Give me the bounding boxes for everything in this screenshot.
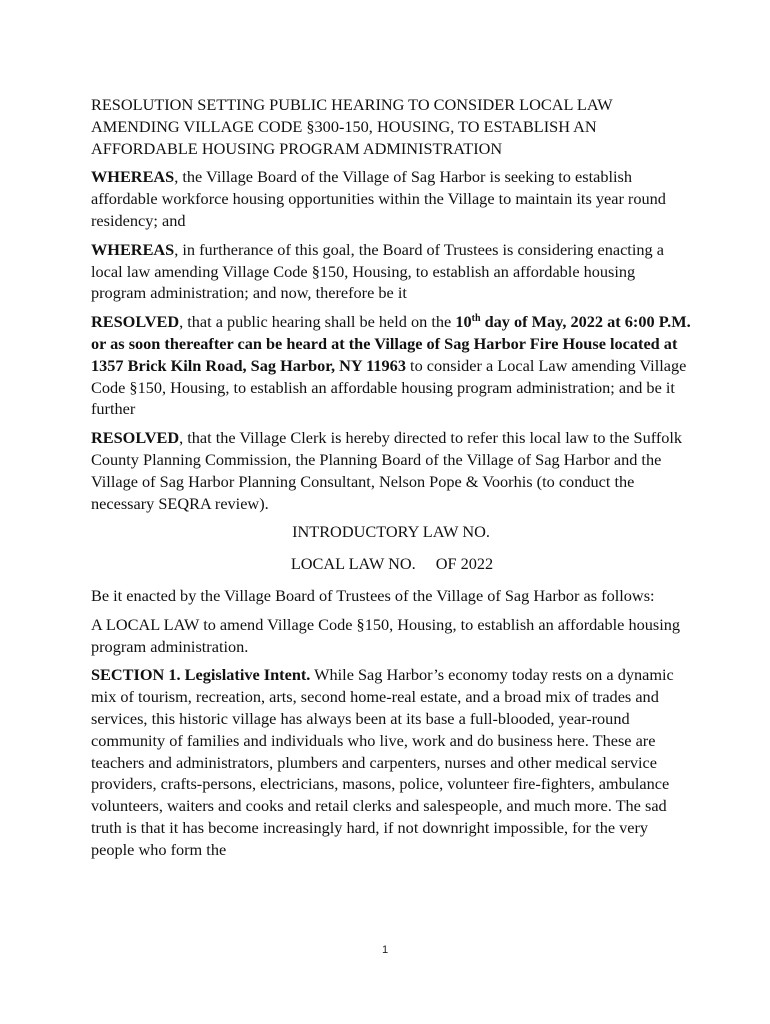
resolved-text: , that a public hearing shall be held on the xyxy=(179,312,456,332)
resolved-paragraph-1 xyxy=(91,311,691,420)
hearing-date-day: 10 xyxy=(455,312,472,332)
whereas-paragraph-1 xyxy=(91,166,691,231)
local-law-year: OF 2022 xyxy=(435,554,494,574)
hearing-date-suffix: th xyxy=(471,313,481,325)
section-1-paragraph xyxy=(91,664,691,860)
introductory-law-heading: INTRODUCTORY LAW NO. xyxy=(292,522,490,542)
hearing-date-location: day of May, 2022 at 6:00 P.M. or as soon thereafter can be heard at the Village of Sag Harbor Fire House located at 1357 Brick Kiln Road, Sag Harbor, NY 11963 xyxy=(91,312,691,375)
resolved-text: , that the Village Clerk is hereby directed to refer this local law to the Suffolk County Planning Commission, the Planning Board of the Village of Sag Harbor and the Village of Sag Harbor Planning Consultant, Nelson Pope & Voorhis (to conduct the necessary SEQRA review). xyxy=(91,428,683,513)
whereas-paragraph-2 xyxy=(91,239,691,304)
whereas-text: , in furtherance of this goal, the Board of Trustees is considering enacting a local law amending Village Code §150, Housing, to establish an affordable housing program administration; and now, therefore be it xyxy=(91,239,664,303)
document-body xyxy=(91,94,691,868)
resolved-lead: RESOLVED xyxy=(91,312,180,332)
local-law-description: A LOCAL LAW to amend Village Code §150, Housing, to establish an affordable housing program administration. xyxy=(91,614,681,656)
section-1-heading: SECTION 1. Legislative Intent. xyxy=(91,665,311,685)
page-number: 1 xyxy=(381,944,389,956)
local-law-no: LOCAL LAW NO. xyxy=(290,554,416,574)
whereas-lead: WHEREAS xyxy=(91,239,175,259)
resolved-lead: RESOLVED xyxy=(91,428,180,448)
resolved-text-cont: to consider a Local Law amending Village Code §150, Housing, to establish an affordable housing program administration; and be it further xyxy=(91,355,687,419)
resolution-title: RESOLUTION SETTING PUBLIC HEARING TO CONSIDER LOCAL LAW AMENDING VILLAGE CODE §300-150, HOUSING, TO ESTABLISH AN AFFORDABLE HOUSING PROGRAM ADMINISTRATION xyxy=(91,95,613,158)
section-1-text: While Sag Harbor’s economy today rests on a dynamic mix of tourism, recreation, arts, second home-real estate, and a broad mix of trades and services, this historic village has always been at its base a full-blooded, year-round community of families and individuals who live, work and do business here. These are teachers and administrators, plumbers and carpenters, nurses and other medical service providers, crafts-persons, electricians, masons, police, volunteer fire-fighters, ambulance volunteers, waiters and cooks and retail clerks and salespeople, and much more. The sad truth is that it has become increasingly hard, if not downright impossible, for the very people who form the xyxy=(91,665,674,859)
whereas-lead: WHEREAS xyxy=(91,167,175,187)
local-law-heading xyxy=(91,553,691,575)
whereas-text: , the Village Board of the Village of Sag Harbor is seeking to establish affordable workforce housing opportunities within the Village to maintain its year round residency; and xyxy=(91,167,666,230)
enactment-clause: Be it enacted by the Village Board of Trustees of the Village of Sag Harbor as follows: xyxy=(91,585,655,605)
resolved-paragraph-2 xyxy=(91,427,691,514)
